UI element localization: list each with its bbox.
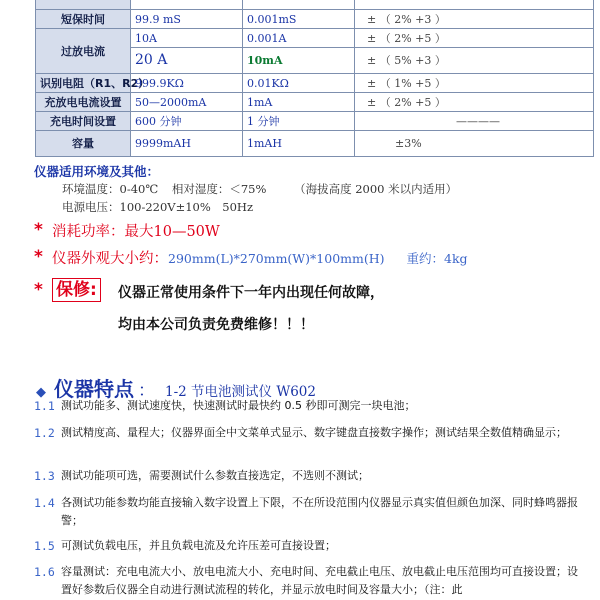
feature-text: 测试精度高、量程大；仪器界面全中文菜单式显示、数字键盘直接数字操作；测试结果全数值精确显示； [61, 426, 567, 439]
feature-text: 测试功能项可选，需要测试什么参数直接选定，不选则不测试； [61, 469, 369, 482]
diamond-bullet-icon: ◆ [36, 385, 46, 400]
table-cell-resolution [243, 0, 355, 10]
table-cell-range: 600 分钟 [131, 112, 243, 131]
warranty-badge [52, 278, 101, 302]
feature-item [34, 397, 578, 415]
asterisk-icon: * [34, 280, 43, 300]
table-cell-resolution: 1mAH [243, 131, 355, 157]
table-row [36, 93, 594, 112]
feature-text: 测试功能多、测试速度快，快速测试时最快约 0.5 秒即可测完一块电池； [61, 399, 416, 412]
table-cell-range: 10A [131, 29, 243, 48]
features-colon: ： [138, 381, 155, 401]
table-cell-range: 999.9KΩ [131, 74, 243, 93]
feature-item [34, 563, 578, 599]
feature-item [34, 537, 578, 555]
warranty-colon: : [90, 280, 97, 300]
warranty-line-2: 均由本公司负责免费维修！！！ [118, 317, 314, 333]
table-row [36, 131, 594, 157]
table-row [36, 29, 594, 48]
feature-number: 1.3 [34, 469, 55, 483]
environment-title: 仪器适用环境及其他： [34, 164, 160, 179]
temperature-text: 环境温度：0-40℃ [62, 182, 159, 196]
asterisk-icon: * [34, 247, 43, 267]
environment-conditions [62, 181, 467, 197]
table-cell-accuracy: ± （ 2% +3 ） [355, 10, 594, 29]
table-cell-resolution: 0.01KΩ [243, 74, 355, 93]
table-cell-label: 识别电阻（R1、R2） [36, 74, 131, 93]
table-cell-resolution: 10mA [243, 48, 355, 74]
table-cell-range [131, 0, 243, 10]
table-cell-accuracy: ± （ 1% +5 ） [355, 74, 594, 93]
features-model: 1-2 节电池测试仪 W602 [165, 384, 316, 400]
table-cell-range: 50—2000mA [131, 93, 243, 112]
feature-item [34, 424, 578, 442]
table-cell-resolution: 1 分钟 [243, 112, 355, 131]
table-cell-accuracy: ± （ 5% +3 ） [355, 48, 594, 74]
feature-item [34, 494, 578, 530]
table-cell-accuracy: ± （ 2% +5 ） [355, 93, 594, 112]
table-cell-accuracy: ± （ 2% +5 ） [355, 29, 594, 48]
table-row [36, 112, 594, 131]
table-cell-resolution: 0.001mS [243, 10, 355, 29]
feature-text: 可测试负载电压，并且负载电流及允许压差可直接设置； [61, 539, 336, 552]
humidity-text: 相对湿度：＜75% [171, 182, 267, 196]
feature-text: 各测试功能参数均能直接输入数字设置上下限，不在所设范围内仪器显示真实值但颜色加深、同时蜂鸣器报警； [61, 496, 578, 527]
table-cell-resolution: 1mA [243, 93, 355, 112]
feature-text: 容量测试：充电电流大小、放电电流大小、充电时间、充电截止电压、放电截止电压范围均可直接设置；设置好参数后仪器全自动进行测试流程的转化，并显示放电时间及容量大小；（注：此 [61, 565, 578, 596]
altitude-text: （海拔高度 2000 米以内适用） [294, 182, 458, 196]
feature-item [34, 467, 578, 485]
table-cell-label: 充电时间设置 [36, 112, 131, 131]
table-cell-accuracy [355, 0, 594, 10]
table-row [36, 0, 594, 10]
feature-number: 1.4 [34, 496, 55, 510]
feature-number: 1.1 [34, 399, 55, 413]
weight-text: 重约：4kg [406, 251, 468, 266]
feature-number: 1.6 [34, 565, 55, 579]
table-cell-range: 20 A [131, 48, 243, 74]
dimensions-label: 仪器外观大小约： [52, 251, 168, 267]
spec-table [35, 0, 594, 157]
table-cell-range: 99.9 mS [131, 10, 243, 29]
table-cell-accuracy: ±3% [355, 131, 594, 157]
table-cell-label: 短保时间 [36, 10, 131, 29]
warranty-line-1: 仪器正常使用条件下一年内出现任何故障， [118, 285, 384, 301]
table-row [36, 10, 594, 29]
power-supply-text: 电源电压：100-220V±10% 50Hz [62, 200, 254, 214]
table-cell-resolution: 0.001A [243, 29, 355, 48]
table-cell-label [36, 0, 131, 10]
features-title: 仪器特点 [54, 377, 134, 401]
dimensions-line [52, 247, 468, 268]
table-row [36, 74, 594, 93]
table-cell-range: 9999mAH [131, 131, 243, 157]
dimensions-value: 290mm(L)*270mm(W)*100mm(H) [168, 251, 385, 266]
table-cell-label: 容量 [36, 131, 131, 157]
table-cell-accuracy: ———— [355, 112, 594, 131]
asterisk-icon: * [34, 220, 43, 240]
power-consumption-line [52, 220, 220, 241]
power-consumption-value: 最大10—50W [124, 224, 220, 240]
table-cell-label: 过放电流 [36, 29, 131, 74]
feature-number: 1.2 [34, 426, 55, 440]
power-consumption-label: 消耗功率： [52, 224, 125, 240]
table-cell-label: 充放电电流设置 [36, 93, 131, 112]
warranty-badge-text: 保修 [56, 280, 90, 300]
feature-number: 1.5 [34, 539, 55, 553]
